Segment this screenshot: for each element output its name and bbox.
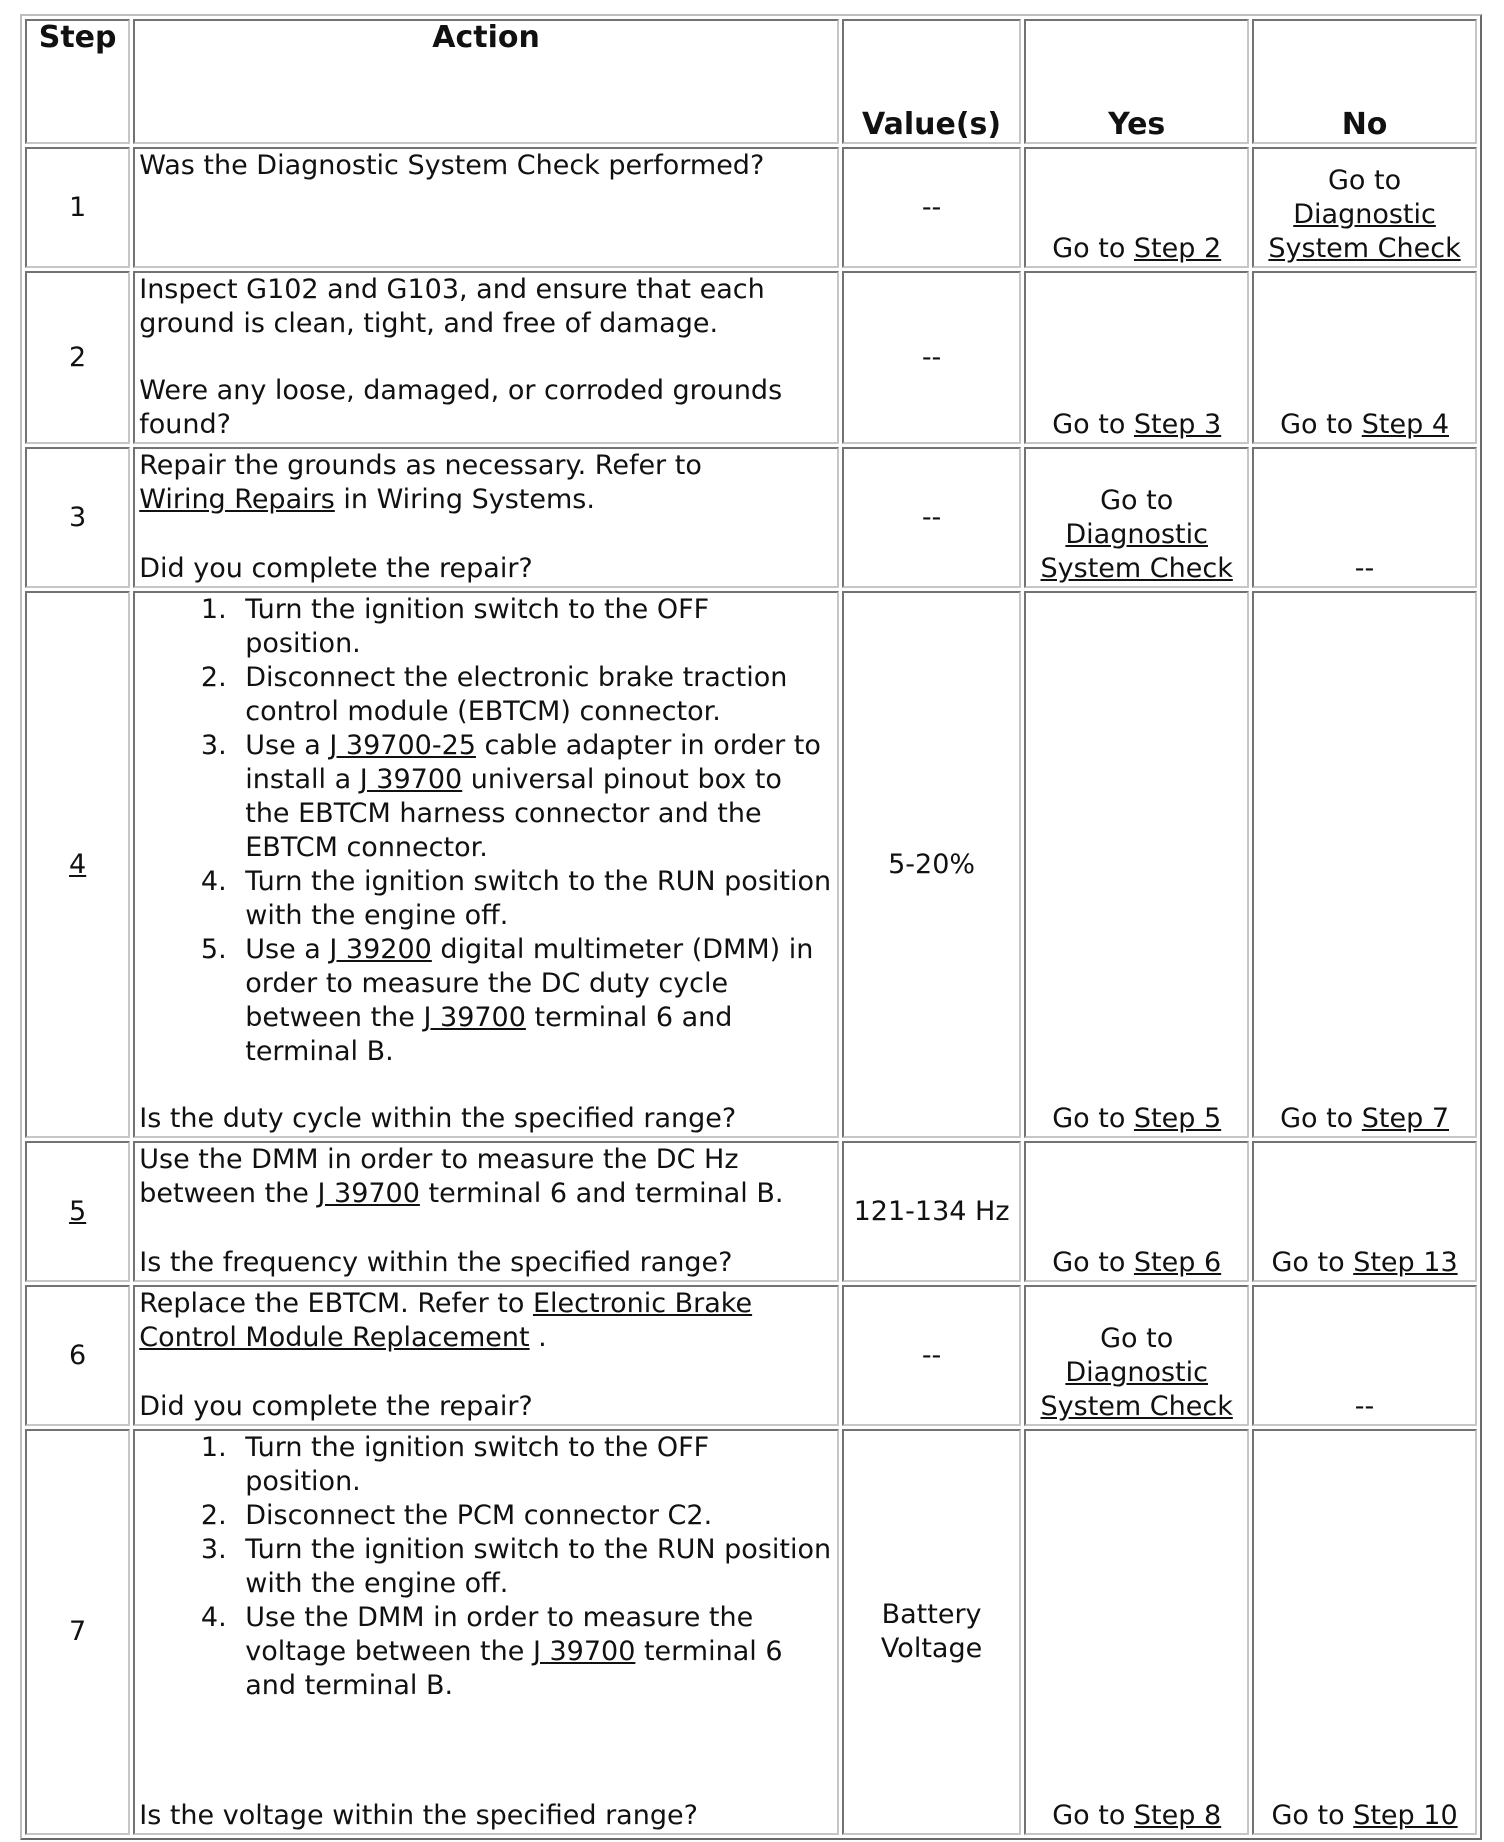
link-wiring-repairs[interactable]: Wiring Repairs — [139, 484, 335, 516]
no-prefix: Go to — [1280, 409, 1362, 441]
yes-prefix: Go to — [1052, 1103, 1134, 1135]
action-text: Repair the grounds as necessary. Refer to Wiring Repairs in Wiring Systems. — [139, 450, 702, 516]
no-prefix: Go to — [1271, 1247, 1354, 1279]
no-prefix: Go to — [1280, 1103, 1362, 1135]
no-cell: -- — [1252, 447, 1477, 588]
list-item: 1. Turn the ignition switch to the OFF position. — [235, 1431, 833, 1499]
step-number: 2 — [25, 271, 130, 444]
yes-prefix: Go to — [1100, 485, 1174, 517]
value-cell: Battery Voltage — [842, 1429, 1021, 1835]
link-diagnostic-system-check[interactable]: Diagnostic System Check — [1268, 199, 1461, 264]
table-row — [25, 447, 1477, 588]
link-step-3[interactable]: Step 3 — [1133, 409, 1222, 441]
link-j-39700[interactable]: J 39700 — [423, 1002, 526, 1034]
link-j-39700[interactable]: J 39700 — [359, 764, 463, 796]
no-cell — [1252, 147, 1477, 268]
link-step-13[interactable]: Step 13 — [1353, 1247, 1458, 1279]
yes-cell — [1024, 271, 1249, 444]
yes-prefix: Go to — [1052, 1800, 1134, 1831]
link-electronic-brake-control-module-replacement[interactable]: Electronic Brake Control Module Replacement — [139, 1288, 753, 1354]
question-text: Is the frequency within the specified range? — [139, 1247, 733, 1279]
question-text: Is the duty cycle within the specified range? — [139, 1103, 737, 1135]
link-step-5[interactable]: Step 5 — [1133, 1103, 1222, 1135]
step-number — [25, 1141, 130, 1282]
link-step-4[interactable]: Step 4 — [1361, 409, 1450, 441]
instruction-list — [139, 1431, 833, 1703]
value-cell: -- — [842, 447, 1021, 588]
action-text: Replace the EBTCM. Refer to Electronic Brake Control Module Replacement . — [139, 1288, 753, 1354]
action-cell — [133, 147, 839, 268]
list-item: 3. Turn the ignition switch to the RUN position with the engine off. — [235, 1533, 833, 1601]
link-j-39700[interactable]: J 39700 — [317, 1178, 420, 1210]
action-cell — [133, 1141, 839, 1282]
step-number: 1 — [25, 147, 130, 268]
link-step-10[interactable]: Step 10 — [1353, 1800, 1458, 1831]
yes-cell — [1024, 1141, 1249, 1282]
question-text: Is the voltage within the specified range? — [139, 1800, 698, 1831]
yes-cell — [1024, 147, 1249, 268]
question-text: Did you complete the repair? — [139, 1391, 533, 1423]
no-cell: -- — [1252, 1285, 1477, 1426]
header-action: Action — [133, 19, 839, 144]
yes-cell — [1024, 591, 1249, 1138]
link-step-6[interactable]: Step 6 — [1133, 1247, 1222, 1279]
table-row — [25, 147, 1477, 268]
diagnostic-table-container — [20, 14, 1482, 1840]
value-cell: -- — [842, 271, 1021, 444]
question-text: Did you complete the repair? — [139, 553, 533, 585]
list-item: 2. Disconnect the electronic brake traction control module (EBTCM) connector. — [235, 661, 833, 729]
link-step-8[interactable]: Step 8 — [1133, 1800, 1222, 1831]
link-step-7[interactable]: Step 7 — [1361, 1103, 1450, 1135]
list-item: 4. Turn the ignition switch to the RUN position with the engine off. — [235, 865, 833, 933]
step-number — [25, 591, 130, 1138]
value-cell: 5-20% — [842, 591, 1021, 1138]
table-row — [25, 271, 1477, 444]
no-prefix: Go to — [1327, 165, 1402, 196]
no-cell — [1252, 1141, 1477, 1282]
list-item: 1. Turn the ignition switch to the OFF position. — [235, 593, 833, 661]
yes-prefix: Go to — [1100, 1323, 1174, 1355]
table-row — [25, 1141, 1477, 1282]
action-cell — [133, 447, 839, 588]
no-cell — [1252, 1429, 1477, 1835]
link-diagnostic-system-check[interactable]: Diagnostic System Check — [1040, 519, 1233, 585]
no-cell — [1252, 271, 1477, 444]
value-cell: -- — [842, 147, 1021, 268]
list-item: 3. Use a J 39700-25 cable adapter in order to install a J 39700 universal pinout box to the EBTCM harness connector and the EBTCM connector. — [235, 729, 833, 865]
header-row — [25, 19, 1477, 144]
yes-prefix: Go to — [1052, 1247, 1134, 1279]
step-number: 6 — [25, 1285, 130, 1426]
step-number: 7 — [25, 1429, 130, 1835]
link-j-39700[interactable]: J 39700 — [532, 1636, 636, 1668]
question-text: Were any loose, damaged, or corroded grounds found? — [139, 375, 783, 441]
action-text: Use the DMM in order to measure the DC Hz between the J 39700 terminal 6 and terminal B. — [139, 1144, 784, 1210]
value-cell: 121-134 Hz — [842, 1141, 1021, 1282]
no-prefix: Go to — [1271, 1800, 1354, 1831]
action-cell — [133, 1285, 839, 1426]
link-step-4-number[interactable]: 4 — [69, 848, 87, 880]
no-cell — [1252, 591, 1477, 1138]
action-text: Inspect G102 and G103, and ensure that each ground is clean, tight, and free of damage. — [139, 274, 765, 339]
yes-cell — [1024, 1429, 1249, 1835]
action-cell — [133, 1429, 839, 1835]
value-cell: -- — [842, 1285, 1021, 1426]
yes-prefix: Go to — [1052, 409, 1134, 441]
step-number: 3 — [25, 447, 130, 588]
table-row — [25, 1285, 1477, 1426]
link-j-39200[interactable]: J 39200 — [329, 934, 432, 966]
yes-cell — [1024, 447, 1249, 588]
table-row — [25, 1429, 1477, 1835]
action-cell — [133, 271, 839, 444]
link-step-5-number[interactable]: 5 — [69, 1195, 87, 1227]
action-cell — [133, 591, 839, 1138]
diagnostic-table — [20, 14, 1482, 1840]
yes-cell — [1024, 1285, 1249, 1426]
header-no: No — [1252, 19, 1477, 144]
instruction-list — [139, 593, 833, 1069]
action-text: Was the Diagnostic System Check performed? — [139, 150, 765, 182]
yes-prefix: Go to — [1052, 233, 1134, 264]
list-item: 4. Use the DMM in order to measure the voltage between the J 39700 terminal 6 and terminal B. — [235, 1601, 833, 1703]
header-step: Step — [25, 19, 130, 144]
list-item: 5. Use a J 39200 digital multimeter (DMM) in order to measure the DC duty cycle between the J 39700 terminal 6 and terminal B. — [235, 933, 833, 1069]
link-diagnostic-system-check[interactable]: Diagnostic System Check — [1040, 1357, 1233, 1423]
table-row — [25, 591, 1477, 1138]
header-yes: Yes — [1024, 19, 1249, 144]
link-step-2[interactable]: Step 2 — [1133, 233, 1222, 264]
link-j-39700-25[interactable]: J 39700-25 — [329, 730, 476, 762]
list-item: 2. Disconnect the PCM connector C2. — [235, 1499, 833, 1533]
header-values: Value(s) — [842, 19, 1021, 144]
